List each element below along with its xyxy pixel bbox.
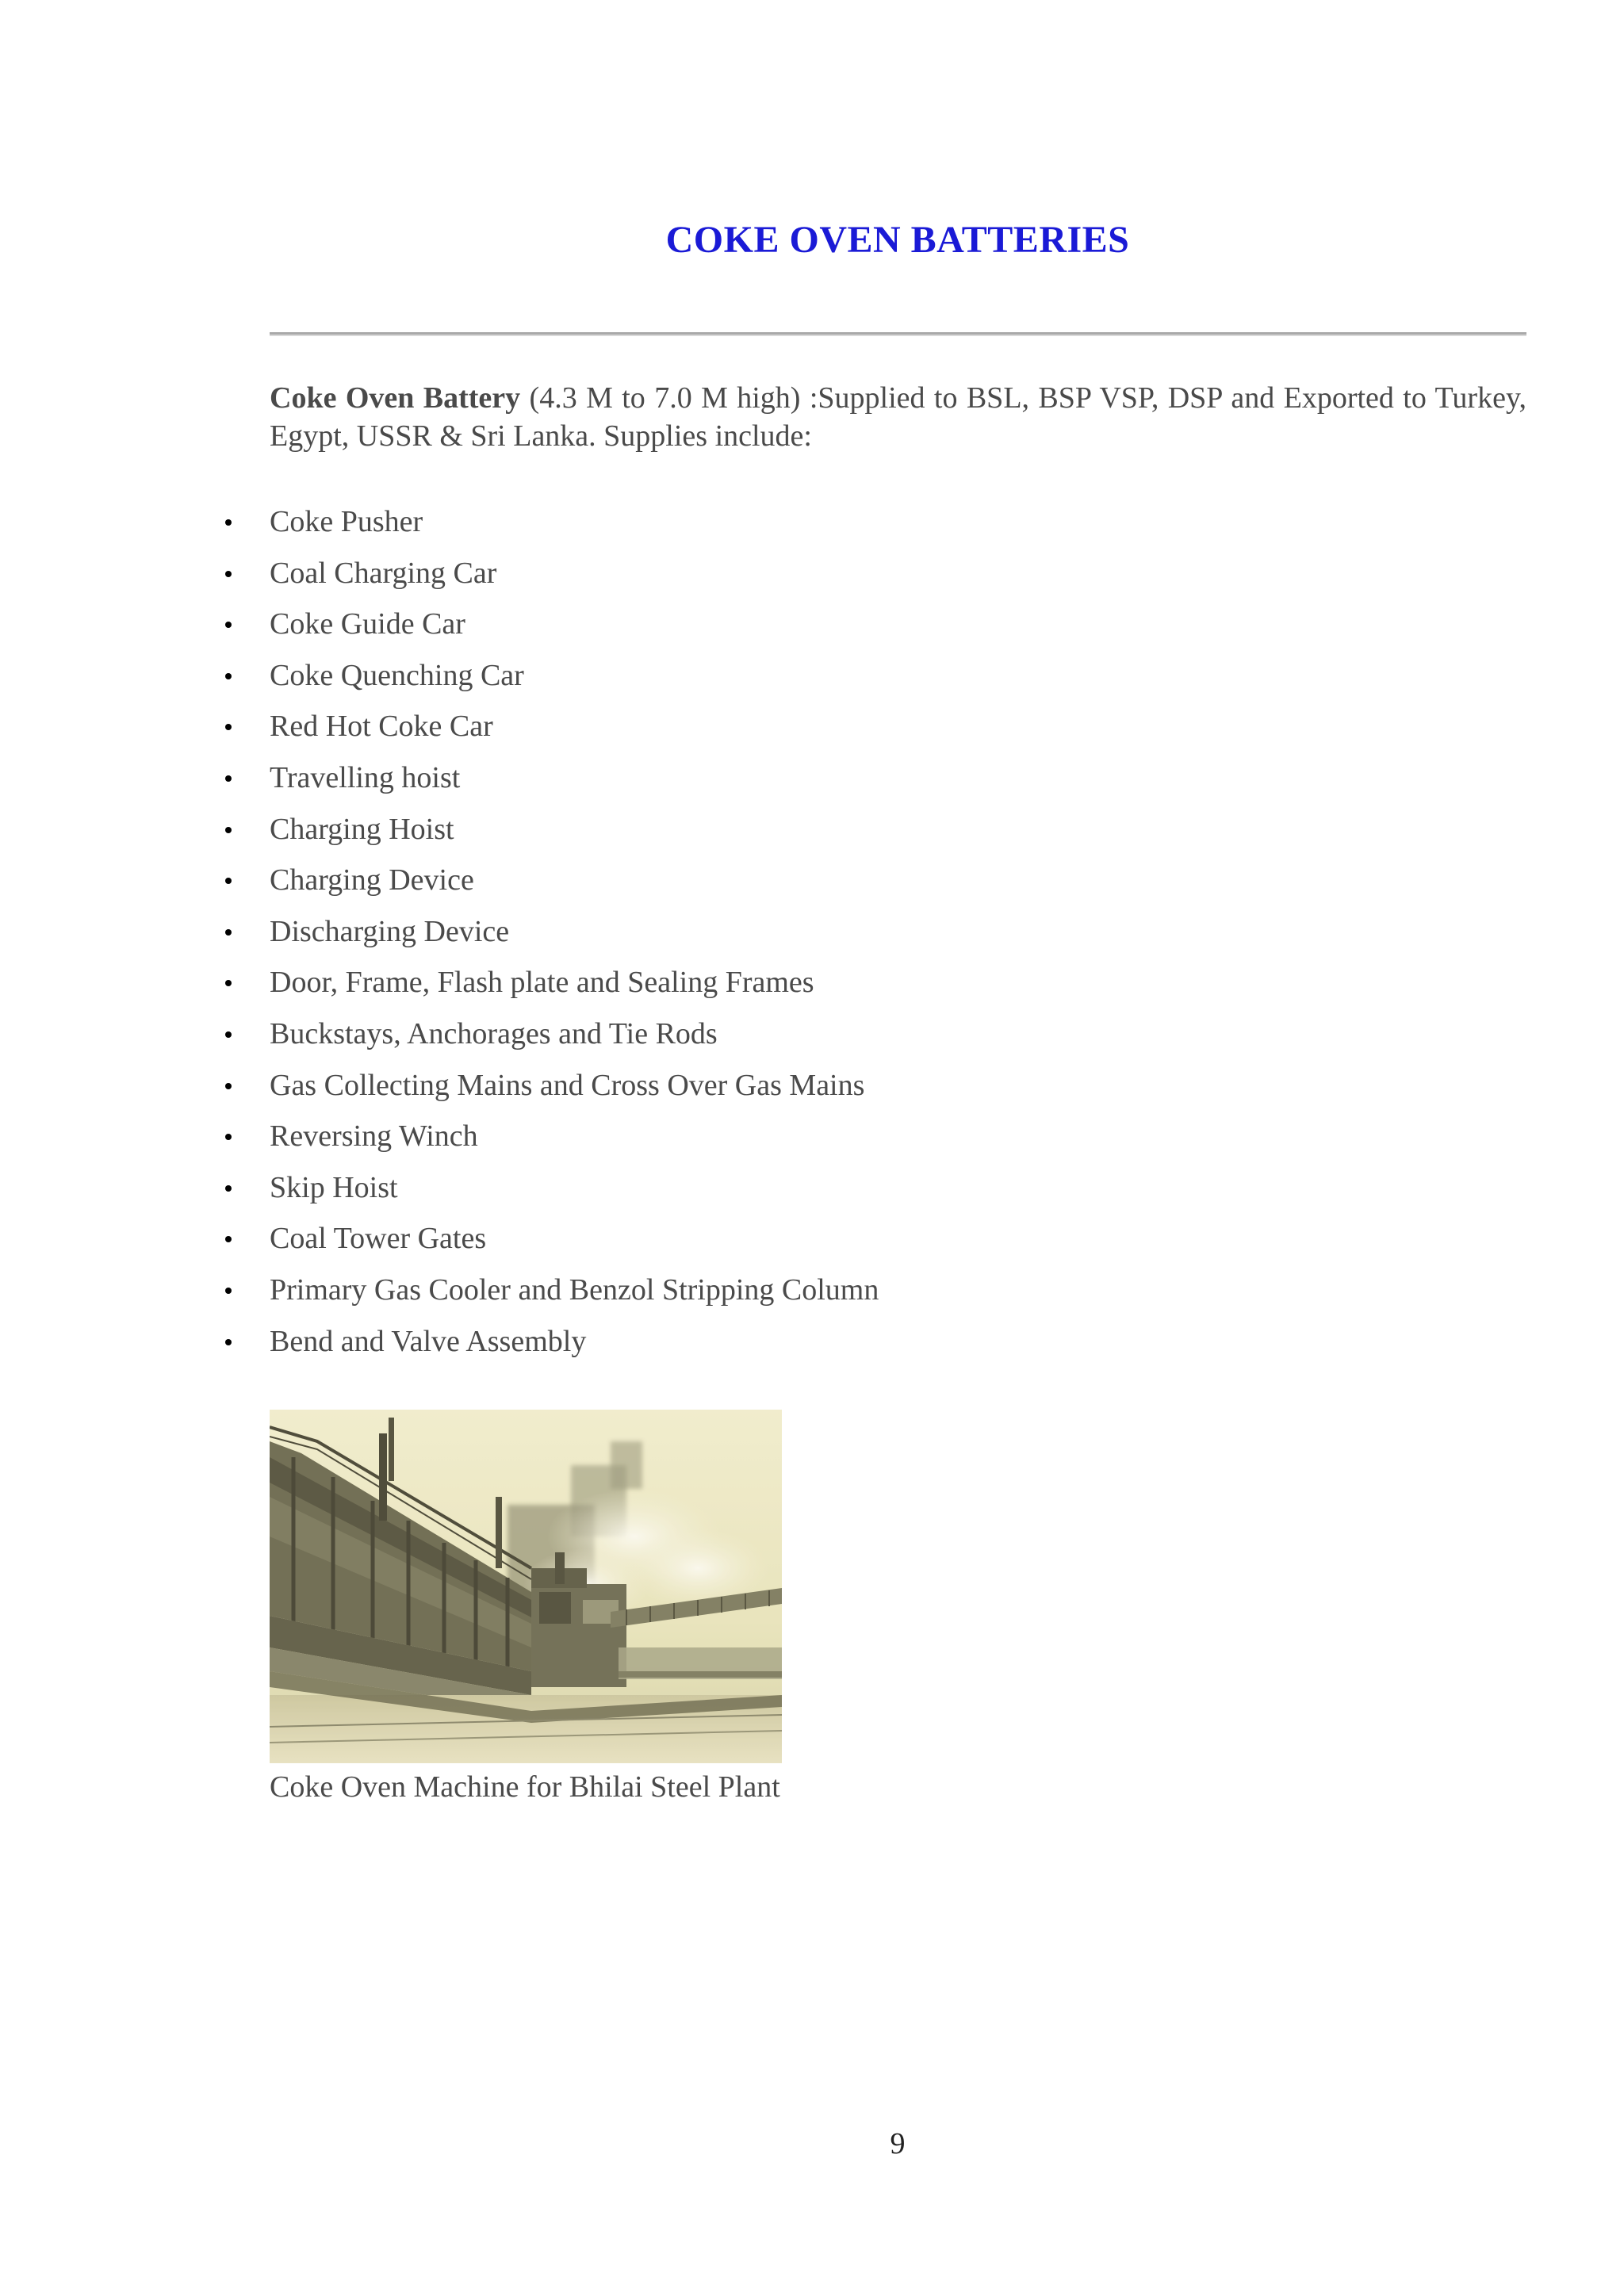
bullet-icon — [225, 519, 232, 526]
bullet-icon — [225, 1288, 232, 1294]
supply-list — [270, 496, 879, 1367]
list-item — [270, 1111, 879, 1162]
intro-paragraph — [270, 379, 1526, 455]
list-item-label: Gas Collecting Mains and Cross Over Gas Mains — [270, 1068, 865, 1102]
photo-caption: Coke Oven Machine for Bhilai Steel Plant — [270, 1770, 780, 1804]
list-item-label: Primary Gas Cooler and Benzol Stripping Column — [270, 1272, 879, 1307]
list-item-label: Coal Tower Gates — [270, 1222, 487, 1256]
list-item — [270, 1008, 879, 1060]
list-item — [270, 752, 879, 804]
list-item-label: Red Hot Coke Car — [270, 710, 493, 744]
list-item-label: Bend and Valve Assembly — [270, 1324, 587, 1358]
bullet-icon — [225, 827, 232, 833]
bullet-icon — [225, 1031, 232, 1038]
list-item — [270, 1265, 879, 1316]
page-title: COKE OVEN BATTERIES — [665, 219, 1130, 261]
list-item — [270, 1316, 879, 1368]
list-item — [270, 496, 879, 548]
list-item — [270, 906, 879, 958]
list-item — [270, 599, 879, 650]
list-item-label: Travelling hoist — [270, 760, 461, 794]
bullet-icon — [225, 878, 232, 884]
list-item-label: Door, Frame, Flash plate and Sealing Frames — [270, 966, 814, 1000]
bullet-icon — [225, 929, 232, 936]
list-item — [270, 1213, 879, 1265]
bullet-icon — [225, 724, 232, 730]
bullet-icon — [225, 1134, 232, 1140]
list-item — [270, 1162, 879, 1214]
bullet-icon — [225, 1339, 232, 1345]
list-item-label: Charging Hoist — [270, 812, 454, 846]
intro-text: (4.3 M to 7.0 M high) :Supplied to BSL, BSP VSP, DSP and Exported to Turkey, Egypt, USSR & Sri Lanka. Supplies include: — [270, 381, 1526, 453]
list-item — [270, 855, 879, 906]
list-item-label: Coke Quenching Car — [270, 658, 524, 692]
list-item — [270, 957, 879, 1008]
bullet-icon — [225, 980, 232, 986]
list-item-label: Coke Guide Car — [270, 607, 465, 641]
list-item-label: Reversing Winch — [270, 1119, 478, 1154]
list-item — [270, 804, 879, 855]
list-item — [270, 548, 879, 599]
list-item-label: Discharging Device — [270, 914, 510, 948]
list-item-label: Coal Charging Car — [270, 556, 497, 590]
bullet-icon — [225, 1236, 232, 1242]
bullet-icon — [225, 673, 232, 679]
bullet-icon — [225, 1083, 232, 1089]
list-item — [270, 650, 879, 702]
list-item — [270, 1060, 879, 1112]
list-item — [270, 701, 879, 752]
coke-oven-photo — [270, 1410, 782, 1763]
intro-lead: Coke Oven Battery — [270, 381, 521, 415]
bullet-icon — [225, 622, 232, 628]
bullet-icon — [225, 1185, 232, 1192]
page-number: 9 — [890, 2127, 906, 2160]
list-item-label: Skip Hoist — [270, 1170, 398, 1204]
list-item-label: Coke Pusher — [270, 505, 423, 538]
bullet-icon — [225, 775, 232, 782]
bullet-icon — [225, 571, 232, 577]
list-item-label: Buckstays, Anchorages and Tie Rods — [270, 1016, 718, 1050]
coke-oven-illustration — [270, 1410, 782, 1763]
horizontal-rule — [270, 332, 1526, 335]
list-item-label: Charging Device — [270, 863, 474, 897]
